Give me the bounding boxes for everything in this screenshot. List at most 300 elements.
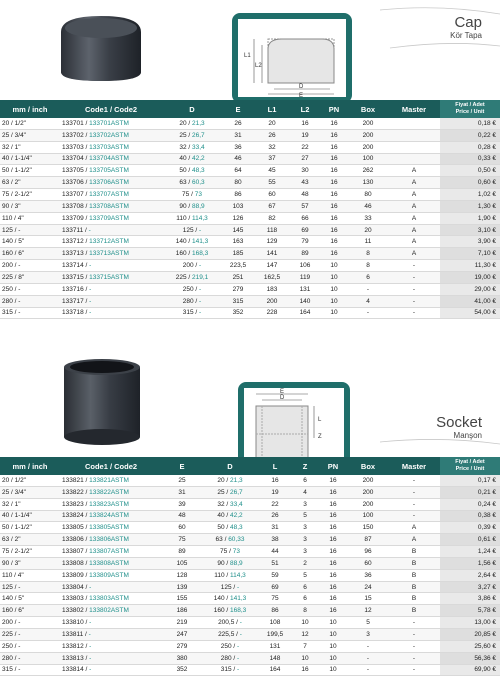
box-cell-part: 130 (362, 179, 374, 187)
table-row (0, 640, 500, 652)
separator: / (83, 595, 90, 603)
code-cell-part: 133821 (62, 476, 84, 484)
socket-product-image (58, 355, 146, 447)
pn-cell (320, 224, 348, 236)
box-cell-part: 200 (362, 131, 374, 139)
d-cell-part: 48,3 (230, 524, 243, 532)
code-cell-part: - (89, 285, 92, 293)
price-cell-part: 19,00 € (474, 273, 496, 281)
l1-cell (254, 236, 290, 248)
d-cell-part: 90 (217, 559, 225, 567)
separator: / (83, 666, 90, 674)
size-cell-part: 160 / 6" (2, 250, 25, 258)
d-cell-part: 315 (182, 309, 194, 317)
code-cell-part: 133822ASTM (89, 488, 129, 496)
separator: / (83, 131, 90, 139)
master-cell (388, 581, 440, 593)
box-cell (348, 307, 388, 319)
size-cell-part: 20 / 1/2" (2, 476, 26, 484)
master-cell (388, 546, 440, 558)
l-cell (258, 546, 292, 558)
l1-cell (254, 153, 290, 165)
code-cell-part: 133823 (62, 500, 84, 508)
pn-cell (320, 153, 348, 165)
d-cell-part: 225 (175, 273, 187, 281)
l-cell (258, 475, 292, 486)
socket-subtitle: Manşon (453, 431, 482, 440)
master-cell-part: B (411, 559, 417, 567)
separator: / (224, 524, 230, 532)
separator: / (83, 630, 89, 638)
price-header: Fiyat / Adet Price / Unit (440, 100, 500, 118)
code-cell (60, 271, 162, 283)
box-cell (348, 486, 388, 498)
d-cell-part: 33,4 (192, 143, 205, 151)
table-row (0, 628, 500, 640)
code-cell-part: 133713 (62, 250, 84, 258)
table-row (0, 248, 500, 260)
price-cell-part: 0,28 € (477, 143, 496, 151)
master-cell (388, 212, 440, 224)
code-cell-part: 133704 (62, 155, 84, 163)
master-cell (388, 118, 440, 129)
price-cell (440, 248, 500, 260)
size-cell (0, 475, 60, 486)
d-cell-part: 140 (175, 238, 187, 246)
size-cell (0, 605, 60, 617)
d-cell-part: 200,5 (218, 619, 235, 627)
cap-spec-table (0, 100, 500, 319)
l2-cell (290, 141, 320, 153)
box-cell (348, 605, 388, 617)
code-cell-part: 133807ASTM (89, 547, 129, 555)
separator: / (224, 559, 230, 567)
l1-cell-part: 20 (268, 119, 276, 127)
col-header: PN (318, 457, 348, 475)
d-cell-part: 88,9 (192, 202, 205, 210)
size-cell-part: 40 / 1-1/4" (2, 155, 32, 163)
price-cell-part: 69,90 € (474, 666, 496, 674)
size-cell (0, 177, 60, 189)
code-cell-part: 133813 (62, 654, 84, 662)
d-cell-part: 73 (194, 190, 202, 198)
box-cell-part: 150 (362, 524, 374, 532)
box-cell (348, 236, 388, 248)
box-cell (348, 664, 388, 676)
code-cell (60, 569, 162, 581)
box-cell-part: 5 (366, 619, 370, 627)
price-cell (440, 189, 500, 201)
size-cell-part: 315 / - (2, 666, 21, 674)
col-header: Z (292, 457, 318, 475)
e-cell (162, 510, 202, 522)
d-cell (202, 569, 258, 581)
cap-diagram (232, 13, 352, 103)
master-cell (388, 605, 440, 617)
d-cell-part: 110 (214, 571, 225, 579)
code-cell-part: 133707ASTM (89, 190, 129, 198)
pn-cell (320, 260, 348, 272)
d-cell-part: 90 (179, 202, 187, 210)
d-cell (202, 475, 258, 486)
pn-cell (318, 628, 348, 640)
code-cell-part: 133706ASTM (89, 179, 129, 187)
box-cell (348, 569, 388, 581)
code-cell-part: 133809 (62, 571, 84, 579)
socket-table-body (0, 475, 500, 676)
pn-cell-part: 16 (330, 143, 338, 151)
e-cell (222, 177, 254, 189)
l2-cell-part: 48 (301, 190, 309, 198)
box-cell (348, 118, 388, 129)
separator: / (193, 285, 200, 293)
l2-cell-part: 66 (301, 214, 309, 222)
d-cell-part: 42,2 (230, 512, 243, 520)
l1-cell (254, 141, 290, 153)
col-header: mm / inch (0, 457, 60, 475)
pn-cell (318, 486, 348, 498)
code-cell-part: 133708 (62, 202, 84, 210)
col-header: Master (388, 457, 440, 475)
e-cell (222, 165, 254, 177)
code-cell-part: 133709ASTM (89, 214, 129, 222)
pn-cell-part: 16 (329, 512, 337, 520)
z-cell (292, 510, 318, 522)
d-cell (202, 628, 258, 640)
l1-cell-part: 183 (266, 285, 278, 293)
pn-cell-part: 16 (329, 559, 337, 567)
code-cell (60, 236, 162, 248)
z-cell-part: 10 (301, 619, 309, 627)
size-cell-part: 50 / 1-1/2" (2, 167, 32, 175)
code-cell-part: 133811 (62, 630, 84, 638)
l2-cell (290, 212, 320, 224)
l2-cell (290, 260, 320, 272)
size-cell-part: 90 / 3" (2, 559, 21, 567)
master-cell-part: A (411, 202, 417, 210)
box-cell (348, 177, 388, 189)
size-cell-part: 200 / - (2, 262, 21, 270)
col-header: mm / inch (0, 100, 60, 118)
code-cell-part: 133808 (62, 559, 84, 567)
size-cell (0, 118, 60, 129)
l2-cell-part: 27 (301, 155, 309, 163)
z-cell (292, 569, 318, 581)
master-cell-part: - (412, 285, 416, 293)
box-cell-part: 15 (364, 595, 372, 603)
d-cell-part: 140 (213, 595, 225, 603)
e-cell (222, 200, 254, 212)
code-cell-part: 133705ASTM (89, 167, 129, 175)
master-cell-part: B (411, 595, 417, 603)
d-cell-part: 110 (176, 214, 187, 222)
code-cell (60, 165, 162, 177)
d-cell (202, 534, 258, 546)
l2-cell-part: 57 (301, 202, 309, 210)
d-cell-part: - (199, 226, 202, 234)
l1-cell (254, 200, 290, 212)
separator: / (186, 238, 192, 246)
separator: / (83, 285, 90, 293)
size-cell (0, 271, 60, 283)
d-cell-part: 50 (217, 524, 225, 532)
table-row (0, 569, 500, 581)
master-cell-part: A (411, 250, 417, 258)
l1-cell (254, 118, 290, 129)
z-cell (292, 522, 318, 534)
separator: / (83, 226, 89, 234)
pn-cell (320, 189, 348, 201)
price-cell-part: 3,10 € (477, 226, 496, 234)
d-cell-part: 48,3 (192, 167, 205, 175)
d-cell (162, 129, 222, 141)
code-cell-part: 133708ASTM (89, 202, 129, 210)
master-cell (388, 271, 440, 283)
separator: / (83, 250, 90, 258)
size-cell (0, 664, 60, 676)
e-cell (162, 522, 202, 534)
pn-cell (318, 652, 348, 664)
d-cell-part: 26,7 (192, 131, 205, 139)
pn-cell (318, 605, 348, 617)
code-cell (60, 605, 162, 617)
table-row (0, 534, 500, 546)
price-cell (440, 118, 500, 129)
pn-cell (320, 200, 348, 212)
price-cell (440, 212, 500, 224)
socket-diagram-label-l: L (318, 417, 322, 423)
price-cell (440, 165, 500, 177)
box-cell (348, 165, 388, 177)
table-row (0, 475, 500, 486)
d-cell-part: - (199, 309, 202, 317)
code-cell-part: - (89, 297, 92, 305)
box-cell (348, 510, 388, 522)
price-cell-part: 0,22 € (477, 131, 496, 139)
box-cell (348, 652, 388, 664)
size-cell-part: 40 / 1-1/4" (2, 512, 32, 520)
cap-diagram-label-l2: L2 (255, 63, 262, 69)
pn-cell (318, 534, 348, 546)
separator: / (186, 155, 192, 163)
pn-cell-part: 16 (329, 488, 337, 496)
l2-cell-part: 79 (301, 238, 309, 246)
size-cell-part: 63 / 2" (2, 179, 21, 187)
box-cell-part: 24 (364, 583, 372, 591)
separator: / (83, 190, 90, 198)
price-cell-part: 0,38 € (477, 512, 496, 520)
price-cell (440, 200, 500, 212)
code-cell-part: 133712ASTM (89, 238, 129, 246)
code-cell-part: 133804 (62, 583, 84, 591)
e-cell-part: 139 (176, 583, 188, 591)
separator: / (231, 666, 238, 674)
d-cell-part: - (237, 654, 240, 662)
d-cell-part: - (199, 285, 202, 293)
l-cell-part: 148 (269, 654, 281, 662)
price-cell-part: 1,24 € (477, 547, 496, 555)
pn-cell-part: 16 (329, 583, 337, 591)
e-cell (162, 569, 202, 581)
price-cell-part: 1,56 € (477, 559, 496, 567)
pn-cell (320, 271, 348, 283)
separator: / (83, 476, 90, 484)
d-cell (202, 522, 258, 534)
price-cell-part: 0,61 € (477, 536, 496, 544)
d-cell-part: 25 (217, 488, 225, 496)
l1-cell-part: 118 (266, 226, 278, 234)
code-cell (60, 224, 162, 236)
d-cell (162, 141, 222, 153)
box-cell-part: - (366, 285, 370, 293)
pn-cell-part: 10 (329, 619, 337, 627)
col-header: D (162, 100, 222, 118)
z-cell-part: 16 (301, 666, 309, 674)
code-cell-part: 133706 (62, 179, 84, 187)
separator: / (186, 250, 192, 258)
code-cell (60, 153, 162, 165)
box-cell (348, 200, 388, 212)
size-cell-part: 280 / - (2, 654, 21, 662)
size-cell (0, 486, 60, 498)
d-cell (202, 546, 258, 558)
separator: / (83, 167, 90, 175)
e-cell (162, 486, 202, 498)
col-header: L2 (290, 100, 320, 118)
code-cell-part: 133810 (62, 619, 84, 627)
size-cell-part: 160 / 6" (2, 607, 25, 615)
d-cell-part: - (237, 642, 240, 650)
size-cell-part: 32 / 1" (2, 143, 21, 151)
size-cell (0, 153, 60, 165)
col-header: D (202, 457, 258, 475)
box-cell (348, 295, 388, 307)
size-cell-part: 280 / - (2, 297, 21, 305)
d-cell-part: - (239, 630, 242, 638)
box-cell-part: 12 (364, 607, 372, 615)
master-cell-part: - (412, 488, 416, 496)
l2-cell (290, 177, 320, 189)
d-cell (202, 640, 258, 652)
pn-cell-part: 10 (329, 642, 337, 650)
master-cell-part: A (411, 179, 417, 187)
table-row (0, 546, 500, 558)
separator: / (83, 119, 90, 127)
size-cell-part: 125 / - (2, 226, 21, 234)
pn-cell-part: 10 (330, 285, 338, 293)
l-cell-part: 108 (269, 619, 281, 627)
table-row (0, 617, 500, 629)
e-cell-part: 36 (234, 143, 242, 151)
e-cell-part: 39 (178, 500, 186, 508)
size-cell (0, 165, 60, 177)
pn-cell (320, 307, 348, 319)
code-cell-part: 133824 (62, 512, 84, 520)
l1-cell (254, 260, 290, 272)
pn-cell (320, 165, 348, 177)
code-cell (60, 486, 162, 498)
size-cell-part: 32 / 1" (2, 500, 21, 508)
l2-cell (290, 224, 320, 236)
l1-cell (254, 189, 290, 201)
separator: / (189, 190, 195, 198)
size-cell (0, 307, 60, 319)
l-cell-part: 59 (271, 571, 279, 579)
price-cell-part: 0,33 € (477, 155, 496, 163)
master-cell (388, 224, 440, 236)
master-cell-part: - (412, 619, 416, 627)
separator: / (231, 583, 238, 591)
price-cell (440, 236, 500, 248)
d-cell-part: - (237, 583, 240, 591)
e-cell-part: 163 (232, 238, 244, 246)
e-cell (162, 628, 202, 640)
separator: / (83, 202, 90, 210)
d-cell (162, 200, 222, 212)
col-header: E (162, 457, 202, 475)
e-cell-part: 26 (234, 119, 242, 127)
d-cell (162, 189, 222, 201)
master-cell-part: - (412, 262, 416, 270)
price-cell-part: 1,30 € (477, 202, 496, 210)
code-cell-part: 133806ASTM (89, 536, 129, 544)
code-cell (60, 664, 162, 676)
d-cell-part: 219,1 (192, 273, 209, 281)
code-cell-part: 133709 (62, 214, 84, 222)
price-cell-part: 25,60 € (474, 642, 496, 650)
code-cell-part: 133701 (62, 119, 84, 127)
pn-cell (320, 129, 348, 141)
l-cell (258, 569, 292, 581)
z-cell-part: 3 (303, 547, 307, 555)
l-cell-part: 22 (271, 500, 279, 508)
d-cell (202, 652, 258, 664)
e-cell (162, 581, 202, 593)
box-cell-part: 200 (362, 119, 374, 127)
code-cell (60, 295, 162, 307)
price-cell (440, 593, 500, 605)
code-cell-part: 133715ASTM (89, 273, 129, 281)
master-cell-part: A (411, 226, 417, 234)
master-cell (388, 534, 440, 546)
e-cell-part: 31 (234, 131, 242, 139)
separator: / (83, 238, 90, 246)
l2-cell-part: 43 (301, 179, 309, 187)
master-cell-part: B (411, 607, 417, 615)
code-cell-part: 133711 (62, 226, 84, 234)
price-cell-part: 54,00 € (474, 309, 496, 317)
price-cell-part: 1,90 € (477, 214, 496, 222)
d-cell (202, 617, 258, 629)
l2-cell-part: 119 (299, 273, 311, 281)
box-cell (348, 534, 388, 546)
d-cell-part: 160 (213, 607, 225, 615)
master-cell-part: - (412, 500, 416, 508)
size-cell-part: 20 / 1/2" (2, 119, 26, 127)
size-cell (0, 546, 60, 558)
code-cell-part: 133702 (62, 131, 84, 139)
box-cell (348, 498, 388, 510)
master-cell (388, 177, 440, 189)
code-cell-part: 133805 (62, 524, 84, 532)
price-cell (440, 581, 500, 593)
box-cell (348, 129, 388, 141)
box-cell-part: 200 (362, 488, 374, 496)
table-row (0, 307, 500, 319)
d-cell-part: 33,4 (230, 500, 243, 508)
l1-cell (254, 224, 290, 236)
table-row (0, 118, 500, 129)
